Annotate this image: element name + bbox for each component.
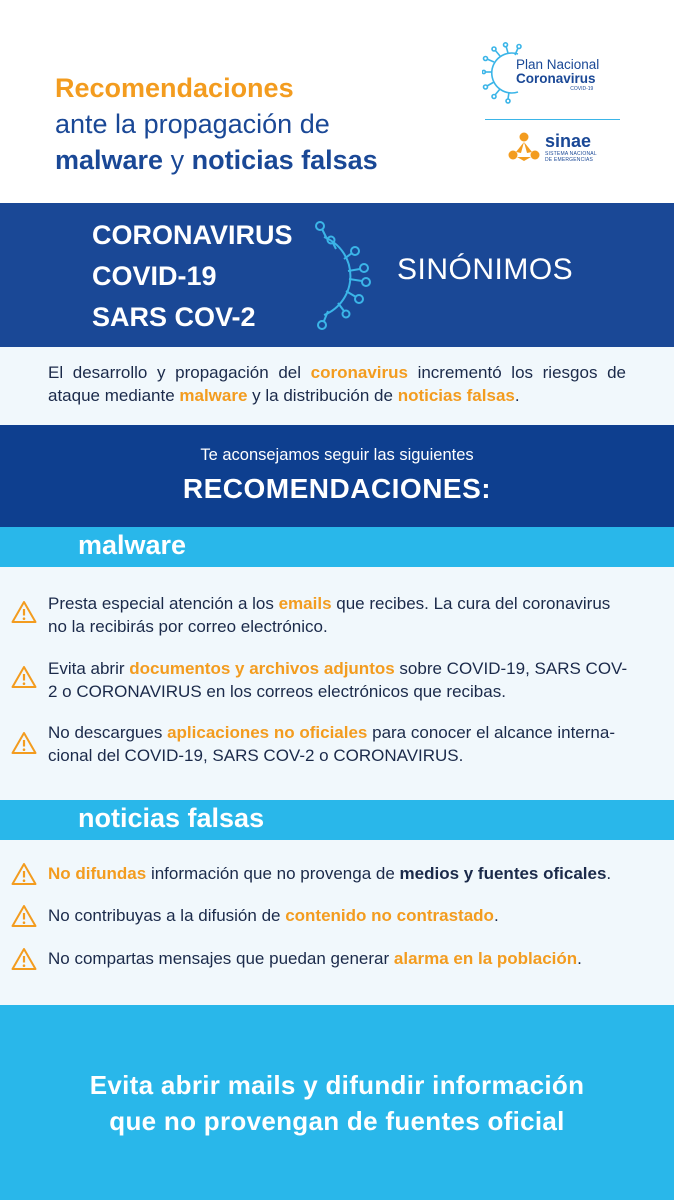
warning-icon (11, 904, 37, 928)
fake-news-section-title: noticias falsas (78, 803, 265, 833)
malware-item-3-text: No descargues aplicaciones no oficiales para conocer el alcance interna-cional del COVID-19, SARS COV-2 o CORONAVIRUS. (48, 723, 615, 765)
malware-item-1-text: Presta especial atención a los emails que recibes. La cura del coronavirus no la recibirás por correo electrónico. (48, 594, 611, 636)
footer-line-1: Evita abrir mails y difundir información (89, 1070, 585, 1100)
warning-icon (11, 947, 37, 971)
plan-line-1: Plan Nacional (516, 57, 600, 72)
malware-item-2-text: Evita abrir documentos y archivos adjuntos sobre COVID-19, SARS COV-2 o CORONAVIRUS en los correos electrónicos que recibas. (48, 659, 628, 701)
sinae-logo-icon (507, 132, 541, 162)
advice-banner (0, 425, 674, 527)
sinae-text (545, 132, 597, 163)
malware-section-title: malware (78, 530, 187, 560)
virus-icon (300, 215, 390, 337)
fake-news-section-header (0, 800, 674, 840)
title-line-2: ante la propagación de (55, 109, 330, 139)
fake-news-item-2-text: No contribuyas a la difusión de contenido no contrastado. (48, 906, 499, 925)
plan-line-2: Coronavirus (516, 71, 596, 86)
logos (480, 38, 630, 178)
fake-news-item-3-text: No compartas mensajes que puedan generar alarma en la población. (48, 949, 582, 968)
synonym-coronavirus: CORONAVIRUS (92, 220, 293, 250)
synonyms-band (0, 203, 674, 347)
warning-icon (11, 600, 37, 624)
malware-section-header (0, 527, 674, 567)
warning-icon (11, 862, 37, 886)
footer-banner (0, 1005, 674, 1200)
sinae-name: sinae (545, 131, 592, 151)
plan-line-3: COVID-19 (570, 86, 594, 92)
synonyms-label: SINÓNIMOS (397, 253, 574, 286)
advice-intro: Te aconsejamos seguir las siguientes (200, 446, 474, 464)
warning-icon (11, 731, 37, 755)
synonym-covid19: COVID-19 (92, 261, 217, 291)
sinae-sub-1: SISTEMA NACIONAL (545, 151, 597, 157)
warning-icon (11, 665, 37, 689)
synonym-list (92, 215, 293, 338)
malware-list (0, 567, 674, 800)
sinae-sub-2: DE EMERGENCIAS (545, 157, 594, 163)
plan-nacional-text (516, 58, 599, 92)
title-line-3: malware y noticias falsas (55, 145, 378, 175)
logo-divider (485, 119, 620, 120)
fake-news-list (0, 840, 674, 1005)
footer-line-2: que no provengan de fuentes oficial (109, 1106, 565, 1136)
advice-heading: RECOMENDACIONES: (182, 473, 492, 504)
footer-message (0, 1067, 674, 1139)
title-line-1: Recomendaciones (55, 73, 294, 103)
intro-text: El desarrollo y propagación del coronavirus incrementó los riesgos de ataque mediante malware y la distribución de noticias falsas. (48, 363, 626, 405)
header (0, 0, 674, 203)
page-title (55, 70, 378, 178)
synonym-sars-cov2: SARS COV-2 (92, 302, 256, 332)
intro-panel (0, 347, 674, 425)
fake-news-item-1-text: No difundas información que no provenga de medios y fuentes oficales. (48, 864, 612, 883)
